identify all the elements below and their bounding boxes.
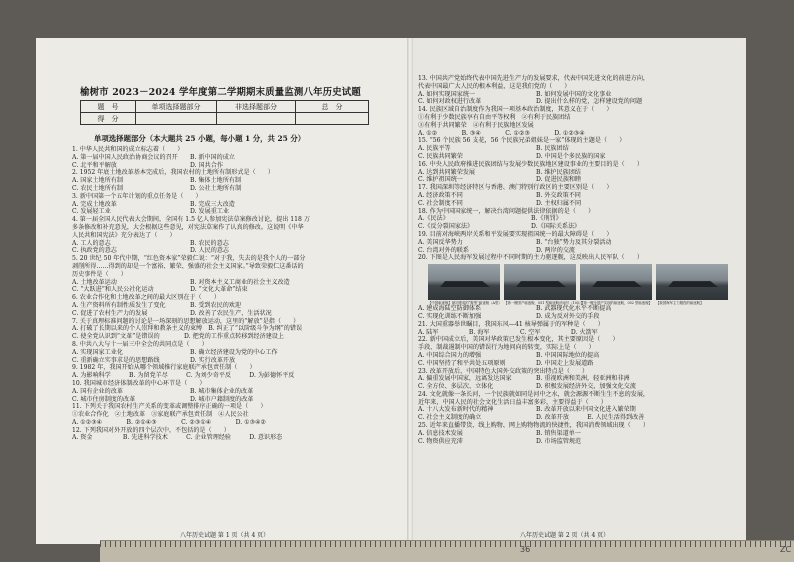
score-cell xyxy=(136,113,217,125)
question-line: 手段、制裁遏制中国的错误行为地问向的转变，实际上是（ ） xyxy=(418,344,595,352)
score-cell: 总 分 xyxy=(296,101,369,113)
question-line: C. 如何对政权进行改革 D. 提出什么样的党，怎样建设党的问题 xyxy=(418,98,643,106)
question-line: 8. 中共八大与十一届三中全会的共同点是（ ） xyxy=(72,340,208,348)
question-line: C. 实现化训练不断加强 D. 成为反对外交的手段 xyxy=(418,312,600,320)
question-line: C. 城市住房制度的改革 D. 城市户籍制度的改革 xyxy=(72,395,254,403)
question-line: 23. 改革开放后，中国特色大国外交政策的突出特点是（ ） xyxy=(418,367,589,375)
question-line: 多条修改和补充意见，大会根据这些意见，对宪法草案作了认真的修改。这说明《中华 xyxy=(72,223,304,231)
photo-caption: 【第一艘国产驱逐舰，051 型驱逐舰济南号（105）】 xyxy=(504,301,585,306)
question-line: A. 国家土地所有制 B. 集体土地所有制 xyxy=(72,177,241,185)
question-line: C. 农民土地所有制 D. 公社土地所有制 xyxy=(72,184,242,192)
page-fold xyxy=(407,38,413,544)
warship-photo xyxy=(428,264,500,300)
question-line: 近年来，中国人民的社会文化生活日益丰富多彩，主要得益于（ ） xyxy=(418,398,607,406)
question-line: C. 维护祖国统一 D. 促进民族和睦 xyxy=(418,176,582,184)
warship-photo-row xyxy=(428,264,736,300)
warship-photo xyxy=(656,264,728,300)
photo-caption: 【第一艘全国产实现的驱逐舰，052 型驱逐舰】 xyxy=(580,301,652,306)
question-line: A. 民族平等 B. 民族团结 xyxy=(418,145,569,153)
ruler xyxy=(100,540,794,562)
photo-caption: 【中国驱逐舰】最初建成的“鞍型”驱逐舰（A型） xyxy=(428,301,502,306)
score-cell xyxy=(296,113,369,125)
question-line: 11. 下列关于我国农村生产关系的变革或调整排序正确的一项是（ ） xyxy=(72,403,267,411)
question-line: 10. 我国城市经济体制改革的中心环节是（ ） xyxy=(72,379,206,387)
question-line: A. 经济政策不同 B. 外交政策不同 xyxy=(418,191,581,199)
question-line: A. 土地改革运动 B. 对资本主义工商业的社会主义改造 xyxy=(72,278,290,286)
section-title: 单项选择题部分（本大题共 25 小题，每小题 1 分，共 25 分） xyxy=(94,134,306,143)
question-line: A. 国有企业的改革 B. 城市集体企业的改革 xyxy=(72,387,254,395)
question-line: 13. 中国共产党始终代表中国先进生产力的发展要求，代表中国先进文化的前进方向， xyxy=(418,75,650,82)
question-line: 历史事件是（ ） xyxy=(72,270,127,278)
question-line: 17. 我国深圳等经济特区与香港、澳门特别行政区的主要区别是（ ） xyxy=(418,184,613,192)
question-line: C. 执政党的意志 D. 人民的意志 xyxy=(72,247,230,255)
exam-title: 榆树市 2023－2024 学年度第二学期期末质量监测八年历史试题 xyxy=(80,87,361,98)
question-line: C. 台湾对外的联系 D. 两岸的交流 xyxy=(418,246,576,254)
question-line: 20. 下图是人民海军发展过程中不同时期的主力驱逐舰，这反映出人民军队（ ） xyxy=(418,254,643,262)
question-line: C. 促进了农村生产力的发展 D. 改善了农民生产、生活状况 xyxy=(72,309,272,317)
page-footer-left: 八年历史试题 第 1 页（共 4 页） xyxy=(180,532,270,539)
question-line: 人民共和国宪法》充分表达了（ ） xyxy=(72,231,176,239)
question-line: 24. 文化就像一条长河，一个民族就如同是河中之水，就会源源不断生生不息的发展， xyxy=(418,390,650,398)
question-line: ①有利于少数民族享有自由平等权利 ②有利于民族团结 xyxy=(418,113,571,121)
question-line: C. 社会主义制度的确立 D. 改革开放 E. 人民生活得到改善 xyxy=(418,414,645,422)
question-line: 9. 1982 年，我国开始从哪个领域推行家庭联产承包责任制（ ） xyxy=(72,364,256,372)
question-line: A. 十八大发布新时代的精神 B. 改革开放以来中国文化进入繁荣期 xyxy=(418,406,636,414)
score-table xyxy=(80,100,369,125)
score-cell xyxy=(217,113,296,125)
question-line: C. 北平和平解放 D. 国共合作 xyxy=(72,161,223,169)
question-line: 7. 关于真理标准问题的讨论是一场深刻的思想解放运动，这里的“解放”是指（ ） xyxy=(72,317,300,325)
score-table-header-row xyxy=(81,101,369,113)
ruler-label: ZC xyxy=(780,545,792,554)
question-line: A. 为影响科学 B. 为留党羊尽 C. 为刘少奇平反 D. 为彭德怀平反 xyxy=(72,372,295,380)
question-line: A. 生产资料所有制性质发生了变化 B. 受到农民的欢迎 xyxy=(72,301,241,309)
question-line: A. ①②③④ B. ②①④③ C. ②③①④ D. ①③④② xyxy=(72,418,267,426)
question-line: C. 使全党认识到“文革”是错误的 D. 把党的工作重点转移到经济建设上 xyxy=(72,333,284,341)
question-line: A. 如何实现国家统一 B. 如何发展中国的文化事业 xyxy=(418,90,612,98)
question-line: C. 中国坚持了和平共处五项原则 D. 中国走上发展道路 xyxy=(418,359,594,367)
question-line: 15. “56 个民族 56 支花，56 个民族兄弟姐妹是一家”体现的主题是（ ） xyxy=(418,137,626,145)
score-table-value-row xyxy=(81,113,369,125)
question-line: A. 第一届中国人民政治协商会议的召开 B. 新中国的成立 xyxy=(72,153,235,161)
score-cell: 得 分 xyxy=(81,113,136,125)
question-line: 剥削所得……得到的却是一个富裕、繁荣、强盛的社会主义国家。”导致荣毅仁这番话的 xyxy=(72,262,304,270)
question-line: 12. 下列我国对外开放的四个层次中，不包括的是（ ） xyxy=(72,426,230,434)
photo-caption: 【我国海军主力服役的驱逐舰】 xyxy=(656,301,704,306)
question-line: A. 建成海陆空防御体系 B. 武器现代化水平不断提高 xyxy=(418,305,612,313)
question-line: 14. 民族区域自治制度作为我国一项基本政治制度，其意义在于（ ） xyxy=(418,106,613,114)
warship-photo xyxy=(580,264,652,300)
question-line: A. 工人的意志 B. 农民的意志 xyxy=(72,239,229,247)
ruler-label: 36 xyxy=(520,545,531,554)
question-line: 代表中国最广大人民的根本利益，这是我们党的（ ） xyxy=(418,82,571,90)
right-question-column xyxy=(418,75,736,445)
question-line: 19. 目前对海峡两岸关系和平发展要实现祖国统一的最大障碍是（ ） xyxy=(418,230,613,238)
question-line: 5. 20 世纪 50 年代中期，“红色资本家”荣毅仁说：“对于我，失去的是我个人的一部分 xyxy=(72,255,306,263)
question-line: 2. 1952 年底土地改革基本完成后，我国农村的土地所有制形式是（ ） xyxy=(72,169,274,177)
score-cell: 非选择题部分 xyxy=(217,101,296,113)
question-line: C. 社会制度不同 D. 主权归属不同 xyxy=(418,199,582,207)
question-line: 3. 新中国第一个五年计划的重点任务是（ ） xyxy=(72,192,202,200)
question-line: 6. 农业合作化和土地改革之间的最大区别在于（ ） xyxy=(72,294,220,302)
question-line: A. 信息技术发展 B. 销售渠道单一 xyxy=(418,429,581,437)
question-line: 22. 新中国成立后，美国对华政策已发生根本变化，其主要原因是（ ） xyxy=(418,336,619,344)
question-line: A.《民法》 B.《刑罚》 xyxy=(418,215,562,223)
question-line: A. 达到共同繁荣发展 B. 维护民族团结 xyxy=(418,168,581,176)
score-cell: 单项选择题部分 xyxy=(136,101,217,113)
question-line: ③有利于共同繁荣 ④有利于民族地区发展 xyxy=(418,121,534,129)
question-line: C.《反分裂国家法》 D.《国际关系法》 xyxy=(418,223,581,231)
left-question-column xyxy=(72,146,356,442)
question-line: 16. 中央人民政府推进民族团结与发展少数民族地区建设事业的主要目的是（ ） xyxy=(418,160,643,168)
question-line: C. 全方位、多层次、立体化 D. 积极发展经济外交，加强文化交流 xyxy=(418,383,636,391)
page-footer-right: 八年历史试题 第 2 页（共 4 页） xyxy=(520,532,610,539)
question-line: C. 物资供应充沛 D. 市场监管规范 xyxy=(418,437,582,445)
question-line: 18. 作为中国国家统一，解决台湾问题提供法律依据的是（ ） xyxy=(418,207,595,215)
question-line: A. 完成土地改革 B. 完成三大改造 xyxy=(72,200,235,208)
question-line: 4. 第一届全国人民代表大会期间，全国有 1.5 亿人参加宪法草案修改讨论，提出 118 万 xyxy=(72,216,310,224)
question-line: C. 发展轻工业 D. 发展重工业 xyxy=(72,208,230,216)
question-line: A. ①② B. ③④ C. ①②③ D. ①②③④ xyxy=(418,129,585,137)
question-line: A. 陆军 B. 海军 C. 空军 D. 火箭军 xyxy=(418,328,598,336)
question-line: ①农业合作化 ②土地改革 ③家庭联产承包责任制 ④人民公社 xyxy=(72,411,249,419)
question-line: 1. 中华人民共和国的成立标志着（ ） xyxy=(72,146,184,153)
score-cell: 题 号 xyxy=(81,101,136,113)
question-line: A. 美国反华势力 B. “台独”势力及其分裂活动 xyxy=(418,238,612,246)
question-line: A. 资金 B. 先进科学技术 C. 企业管理经验 D. 意识形态 xyxy=(72,434,283,442)
question-line: A. 偏重发展中国家，远离发达国家 B. 重视欧洲和美洲，轻亚洲和非洲 xyxy=(418,375,630,383)
question-line: 25. 近年来直播带货、线上购物、网上购物物流的快捷性，我国消费领域出现（ ） xyxy=(418,422,650,430)
question-line: A. 中国综合国力的增强 B. 中国国际地位的提高 xyxy=(418,351,600,359)
question-line: A. 打破了长期以来的个人崇拜和教条主义的束缚 B. 纠正了“以阶级斗争为纲”的错误 xyxy=(72,325,303,333)
question-line: C. “大跃进”和人民公社化运动 D. “文化大革命”结束 xyxy=(72,286,248,294)
question-line: 21. 大国重器举世瞩目，我国东风—41 核导弹属于的军种是（ ） xyxy=(418,320,604,328)
question-line: C. 重新确立实事求是的思想路线 D. 实行改革开放 xyxy=(72,356,236,364)
warship-photo xyxy=(504,264,576,300)
question-line: C. 民族共同繁荣 D. 中国是个多民族的国家 xyxy=(418,152,606,160)
question-line: A. 实现国家工业化 B. 确立经济建设为党的中心工作 xyxy=(72,348,278,356)
